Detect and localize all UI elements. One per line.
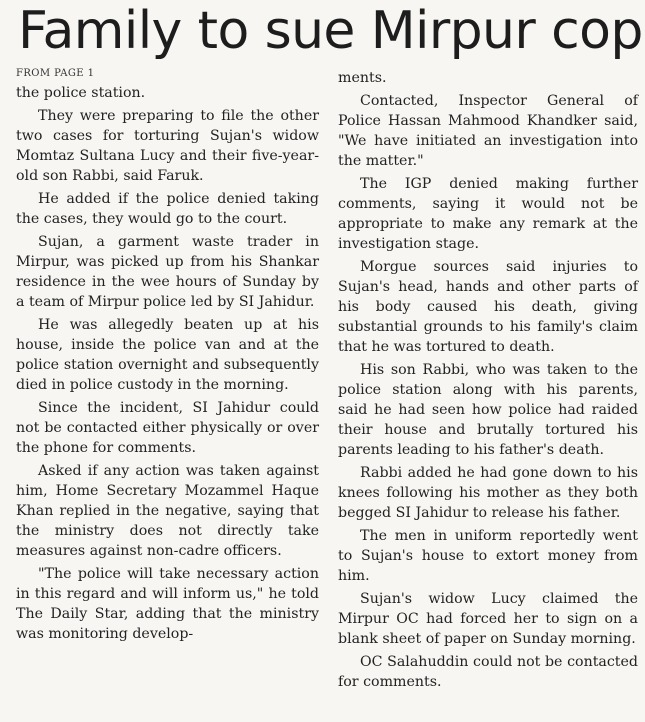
article-column-right	[338, 68, 638, 695]
paragraph: Rabbi added he had gone down to his knees following his mother as they both begged SI Jahidur to release his father.	[338, 465, 638, 521]
paragraph: OC Salahuddin could not be contacted for comments.	[338, 654, 638, 690]
paragraph: ments.	[338, 70, 387, 86]
jumpline: FROM PAGE 1	[16, 68, 95, 79]
paragraph: Sujan, a garment waste trader in Mirpur, was picked up from his Shankar residence in the wee hours of Sunday by a team of Mirpur police led by SI Jahidur.	[16, 234, 319, 310]
paragraph: He added if the police denied taking the cases, they would go to the court.	[16, 191, 319, 227]
paragraph: He was allegedly beaten up at his house, inside the police van and at the police station overnight and subsequently died in police custody in the morning.	[16, 317, 319, 393]
paragraph: Morgue sources said injuries to Sujan's head, hands and other parts of his body caused his death, giving substantial grounds to his family's claim that he was tortured to death.	[338, 259, 638, 355]
paragraph: Asked if any action was taken against him, Home Secretary Mozammel Haque Khan replied in the negative, saying that the ministry does not directly take measures against non-cadre officers.	[16, 463, 319, 559]
headline: Family to sue Mirpur cop	[18, 1, 643, 61]
paragraph: The IGP denied making further comments, saying it would not be appropriate to make any remark at the investigation stage.	[338, 176, 638, 252]
paragraph: They were preparing to file the other two cases for torturing Sujan's widow Momtaz Sultana Lucy and their five-year-old son Rabbi, said Faruk.	[16, 108, 319, 184]
article-column-left	[16, 68, 319, 647]
paragraph: the police station.	[16, 85, 146, 101]
paragraph: Sujan's widow Lucy claimed the Mirpur OC had forced her to sign on a blank sheet of paper on Sunday morning.	[338, 591, 638, 647]
paragraph: The men in uniform reportedly went to Sujan's house to extort money from him.	[338, 528, 638, 584]
paragraph: Since the incident, SI Jahidur could not be contacted either physically or over the phone for comments.	[16, 400, 319, 456]
paragraph: "The police will take necessary action in this regard and will inform us," he told The Daily Star, adding that the ministry was monitoring develop-	[16, 566, 319, 642]
paragraph: Contacted, Inspector General of Police Hassan Mahmood Khandker said, "We have initiated an investigation into the matter."	[338, 93, 638, 169]
paragraph: His son Rabbi, who was taken to the police station along with his parents, said he had seen how police had raided their house and brutally tortured his parents leading to his father's death.	[338, 362, 638, 458]
